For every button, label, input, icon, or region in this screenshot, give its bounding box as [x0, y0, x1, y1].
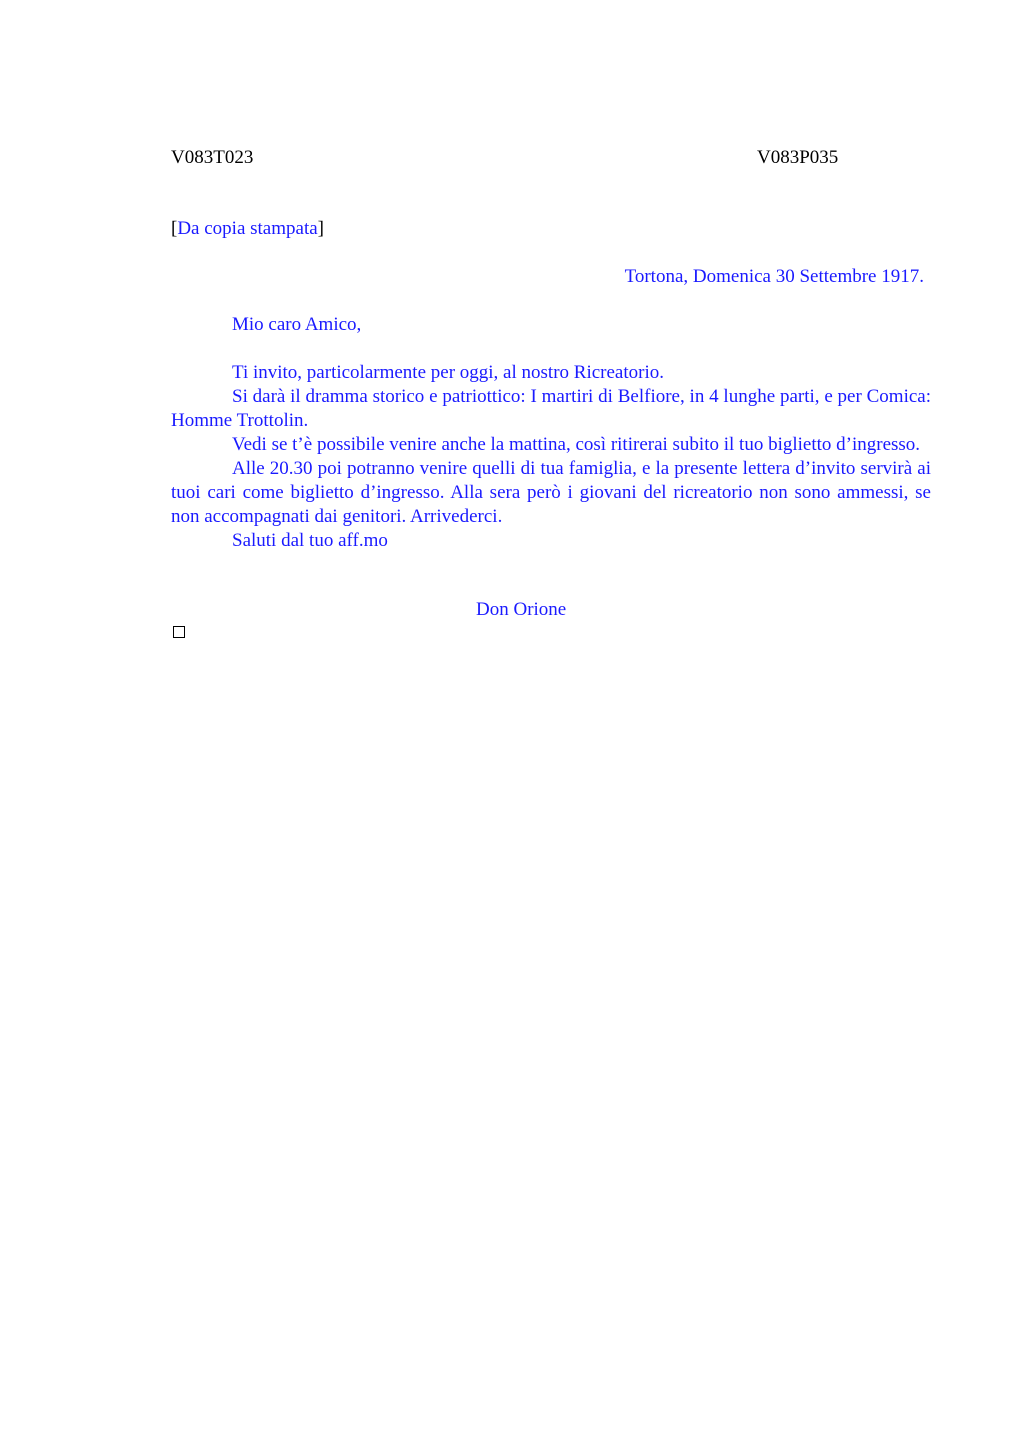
- document-code-left: V083T023: [171, 147, 254, 168]
- letter-body: [171, 361, 931, 553]
- document-code-right: V083P035: [757, 147, 839, 168]
- source-note-close-bracket: ]: [317, 218, 324, 239]
- letter-paragraph: Si darà il dramma storico e patriottico: I martiri di Belfiore, in 4 lunghe parti, e per Comica: Homme Trottolin.: [171, 386, 931, 431]
- source-note: [171, 217, 324, 241]
- letter-closing: Saluti dal tuo aff.mo: [232, 530, 388, 551]
- letter-greeting: Mio caro Amico,: [232, 314, 362, 335]
- letter-paragraph: Alle 20.30 poi potranno venire quelli di tua famiglia, e la presente lettera d’invito servirà ai tuoi cari come biglietto d’ingresso. Alla sera però i giovani del ricreatorio non sono ammessi, se non accompagnati dai genitori. Arrivederci.: [171, 458, 931, 527]
- letter-paragraph: Ti invito, particolarmente per oggi, al nostro Ricreatorio.: [232, 362, 664, 383]
- end-marker-box: [173, 626, 185, 638]
- letter-dateline: Tortona, Domenica 30 Settembre 1917.: [624, 266, 924, 287]
- source-note-text: Da copia stampata: [177, 218, 318, 239]
- letter-signature: Don Orione: [476, 599, 567, 620]
- source-note-open-bracket: [: [171, 218, 178, 239]
- letter-paragraph: Vedi se t’è possibile venire anche la mattina, così ritirerai subito il tuo biglietto d’ingresso.: [232, 434, 921, 455]
